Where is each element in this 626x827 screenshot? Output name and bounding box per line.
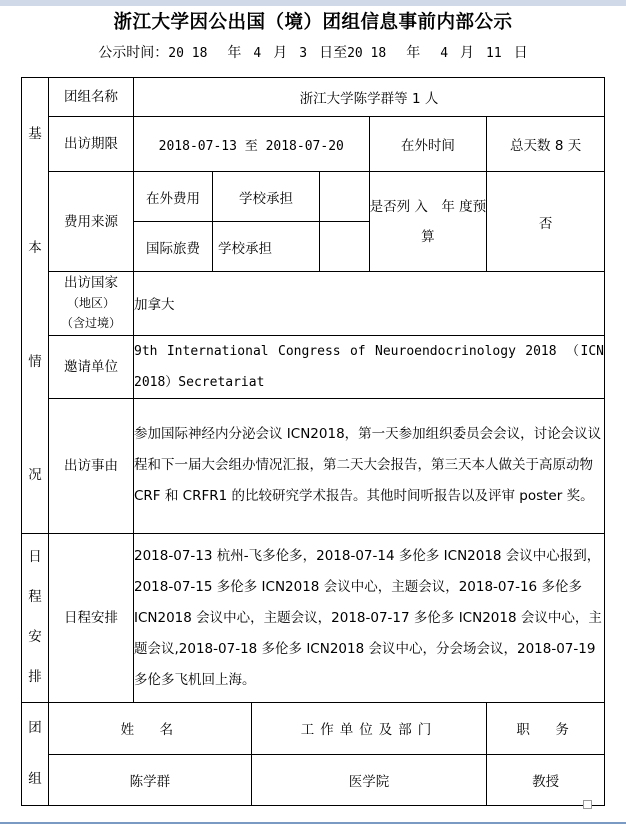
range-to-char: 至 (333, 45, 348, 61)
day-char-start: 日 (319, 45, 334, 61)
publish-end-day: 11 (486, 46, 502, 61)
publish-start-month: 4 (253, 46, 262, 61)
table-row-member-header (22, 703, 605, 755)
funding-nested-table-cell (134, 172, 370, 272)
value-group-name: 浙江大学陈学群等 1 人 (134, 78, 605, 117)
schedule-label-char-0: 日 (28, 549, 42, 566)
table-row-funding (22, 172, 605, 272)
basic-label-char-3: 况 (28, 467, 42, 484)
value-inviting-organization: 9th International Congress of Neuroendocrinology 2018 （ICN 2018）Secretariat (134, 335, 605, 398)
country-label-line-2: （含过境） (60, 316, 121, 331)
funding-row-abroad (134, 172, 369, 222)
basic-label-char-2: 情 (28, 353, 42, 370)
member-title: 教授 (487, 754, 605, 806)
publish-time-line (0, 42, 626, 65)
funding-extra-travel (320, 222, 369, 272)
year-char-end: 年 (406, 45, 421, 61)
publish-end-month: 4 (440, 46, 449, 61)
member-name: 陈学群 (49, 754, 252, 806)
section-label-delegation (22, 703, 49, 806)
month-char-start: 月 (273, 45, 288, 61)
year-char-start: 年 (227, 45, 242, 61)
column-header-title: 职 务 (487, 703, 605, 755)
label-visit-period: 出访期限 (49, 117, 134, 172)
delegation-label-char-0: 团 (28, 719, 42, 736)
label-visit-country (49, 272, 134, 335)
label-inviting-organization: 邀请单位 (49, 335, 134, 398)
publish-time-label: 公示时间： (98, 45, 169, 61)
month-char-end: 月 (460, 45, 475, 61)
table-row-reason (22, 398, 605, 533)
schedule-label-char-2: 安 (28, 629, 42, 646)
page-title: 浙江大学因公出国（境）团组信息事前内部公示 (113, 12, 513, 33)
bottom-decoration-rule (0, 822, 626, 824)
funding-source-abroad: 学校承担 (213, 172, 320, 222)
publish-start-year: 20 18 (168, 46, 208, 61)
basic-label-char-1: 本 (28, 239, 42, 256)
funding-extra-abroad (320, 172, 369, 222)
day-char-end: 日 (513, 45, 528, 61)
funding-type-travel: 国际旅费 (134, 222, 213, 272)
label-group-name: 团组名称 (49, 78, 134, 117)
value-visit-reason: 参加国际神经内分泌会议 ICN2018，第一天参加组织委员会会议，讨论会议议程和下一届大会组办情况汇报，第二天大会报告，第三天本人做关于高原动物 CRF 和 CRFR1 的比较研究学术报告。其他时间听报告以及评审 poster 奖。 (134, 398, 605, 533)
value-abroad-time: 总天数 8 天 (487, 117, 605, 172)
label-abroad-time: 在外时间 (369, 117, 487, 172)
table-row-visit-period (22, 117, 605, 172)
funding-table (134, 172, 369, 271)
budget-label-line-2: 度预算 (421, 198, 487, 245)
document-page (0, 6, 626, 806)
funding-type-abroad: 在外费用 (134, 172, 213, 222)
funding-row-travel (134, 222, 369, 272)
schedule-label-char-3: 排 (28, 669, 42, 686)
country-label-line-0: 出访国家 (64, 275, 118, 292)
section-label-schedule (22, 534, 49, 703)
page-corner-marker (583, 800, 592, 809)
publish-start-day: 3 (299, 46, 308, 61)
label-annual-budget (369, 172, 487, 272)
value-annual-budget: 否 (487, 172, 605, 272)
country-label-line-1: （地区） (66, 296, 115, 311)
table-row-group-name (22, 78, 605, 117)
basic-label-char-0: 基 (28, 126, 42, 143)
schedule-label-char-1: 程 (28, 589, 42, 606)
funding-source-travel: 学校承担 (213, 222, 320, 272)
value-visit-country: 加拿大 (134, 272, 605, 335)
table-row-member (22, 754, 605, 806)
budget-label-line-1: 入 年 (414, 198, 455, 215)
column-header-name: 姓 名 (49, 703, 252, 755)
label-visit-reason: 出访事由 (49, 398, 134, 533)
label-funding-source: 费用来源 (49, 172, 134, 272)
label-itinerary: 日程安排 (49, 534, 134, 703)
table-row-country (22, 272, 605, 335)
table-row-schedule (22, 534, 605, 703)
section-label-basic-info (22, 78, 49, 534)
disclosure-table (21, 77, 605, 806)
member-department: 医学院 (251, 754, 487, 806)
column-header-department: 工作单位及部门 (251, 703, 487, 755)
value-itinerary: 2018-07-13 杭州-飞多伦多，2018-07-14 多伦多 ICN2018 会议中心报到，2018-07-15 多伦多 ICN2018 会议中心，主题会议，2018-07-16 多伦多 ICN2018 会议中心，主题会议，2018-07-17 多伦多 ICN2018 会议中心，主题会议,2018-07-18 多伦多 ICN2018 会议中心，分会场会议，2018-07-19 多伦多飞机回上海。 (134, 534, 605, 703)
value-visit-period: 2018-07-13 至 2018-07-20 (134, 117, 370, 172)
table-row-inviter (22, 335, 605, 398)
publish-end-year: 20 18 (347, 46, 387, 61)
delegation-label-char-1: 组 (28, 770, 42, 787)
budget-label-line-0: 是否列 (369, 198, 411, 215)
